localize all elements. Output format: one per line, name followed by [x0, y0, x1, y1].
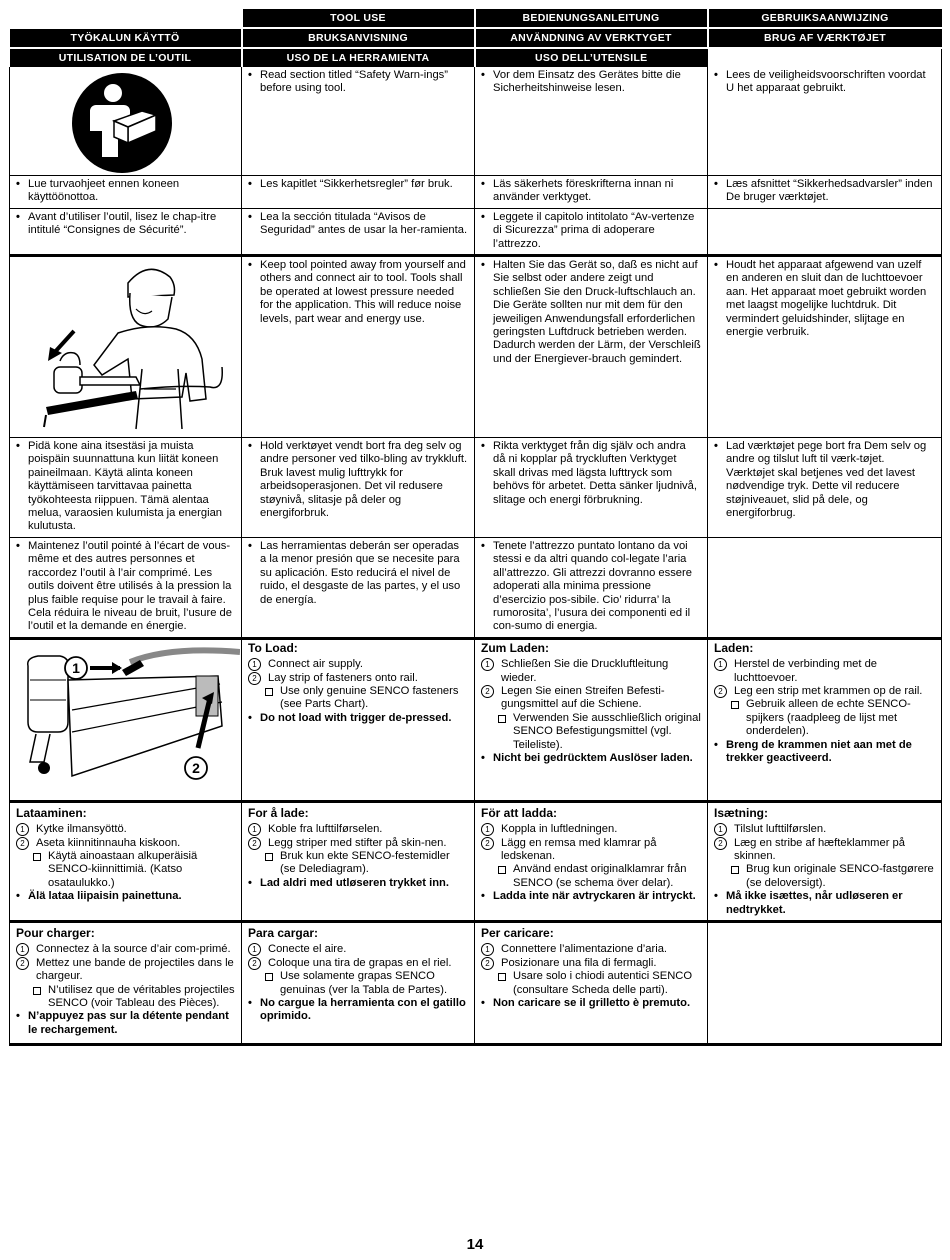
load-en-cell — [242, 638, 475, 801]
load-fr-step-2 — [16, 957, 235, 984]
loading-row-b — [10, 801, 942, 921]
header-row-3 — [10, 48, 942, 67]
load-en-warning: • Do not load with trigger de-pressed. — [248, 712, 468, 725]
load-no-step-2 — [248, 837, 468, 850]
step-number-2: 2 — [481, 837, 494, 850]
step-number-1: 1 — [714, 823, 727, 836]
load-fi-warning: • Älä lataa liipaisin painettuna. — [16, 890, 235, 903]
step-number-1: 1 — [248, 658, 261, 671]
load-no-cell — [242, 801, 475, 921]
load-nl-title: Laden: — [714, 640, 754, 655]
safety-de-cell — [475, 67, 708, 176]
load-it-step-2-text: Posizionare una fila di fermagli. — [501, 956, 657, 969]
step-number-1: 1 — [16, 943, 29, 956]
load-en-step-2-text: Lay strip of fasteners onto rail. — [268, 671, 418, 684]
load-en-step-1 — [248, 658, 468, 671]
header-row-1 — [10, 9, 942, 28]
figure-label-2: 2 — [192, 759, 200, 776]
load-nl-warning: • Breng de krammen niet aan met de trekker geactiveerd. — [714, 739, 935, 766]
pointing-de: • Halten Sie das Gerät so, daß es nicht auf Sie selbst oder andere zeigt und schließen Sie den Druck-luftschlauch an. Die Geräte sollten nur mit dem für den jeweiligen Anwendungsfall erforderlichen geringsten Luftdruck betrieben werden. Dadurch werden der Lärm, der Verschleiß und der Energiever-brauch gemindert. — [481, 259, 701, 366]
safety-nl: • Lees de veiligheidsvoorschriften voordat U het apparaat gebruikt. — [714, 69, 935, 96]
load-it-step-2 — [481, 957, 701, 970]
load-es-step-1 — [248, 943, 468, 956]
safety-no-cell — [242, 176, 475, 209]
load-es-cell — [242, 921, 475, 1044]
load-da-step-1 — [714, 823, 935, 836]
pointing-fi: • Pidä kone aina itsestäsi ja muista poispäin suunnattuna kun liität koneen paineilmaan. Käytä alinta koneen käyttämiseen tarvittavaa painetta työkohteesta riippuen. Tämä alentaa melua, varaosien kulumista ja energian kulutusta. — [16, 440, 235, 534]
load-nl-step-1 — [714, 658, 935, 685]
load-es-sub: Use solamente grapas SENCO genuinas (ver la Tabla de Partes). — [248, 970, 468, 997]
pointing-row-a — [10, 256, 942, 438]
load-no-step-2-text: Legg striper med stifter på skin-nen. — [268, 836, 447, 849]
header-fr: UTILISATION DE L’OUTIL — [10, 48, 242, 67]
load-fr-title: Pour charger: — [16, 925, 95, 940]
header-en: TOOL USE — [242, 9, 475, 28]
load-de-sub: Verwenden Sie ausschließlich original SENCO Befestigungsmittel (vgl. Teileliste). — [481, 712, 701, 752]
load-it-title: Per caricare: — [481, 925, 554, 940]
loading-row-c — [10, 921, 942, 1044]
load-de-step-2-text: Legen Sie einen Streifen Befesti-gungsmittel auf die Schiene. — [501, 684, 665, 711]
load-fi-title: Lataaminen: — [16, 805, 87, 820]
load-fr-sub: N’utilisez que de véritables projectiles SENCO (voir Tableau des Pièces). — [16, 984, 235, 1011]
load-en-step-2 — [248, 672, 468, 685]
step-number-2: 2 — [248, 672, 261, 685]
load-da-cell — [708, 801, 942, 921]
load-it-sub: Usare solo i chiodi autentici SENCO (consultare Scheda delle parti). — [481, 970, 701, 997]
header-blank — [10, 9, 242, 28]
safety-no: • Les kapitlet “Sikkerhetsregler” før bruk. — [248, 178, 468, 191]
load-sv-warning: • Ladda inte när avtryckaren är intryckt. — [481, 890, 701, 903]
load-fr-step-2-text: Mettez une bande de projectiles dans le chargeur. — [36, 956, 234, 983]
load-no-title: For å lade: — [248, 805, 309, 820]
load-nl-sub: Gebruik alleen de echte SENCO-spijkers (raadpleeg de lijst met onderdelen). — [714, 698, 935, 738]
step-number-2: 2 — [481, 685, 494, 698]
load-no-step-1 — [248, 823, 468, 836]
step-number-1: 1 — [248, 943, 261, 956]
load-da-warning: • Må ikke isættes, når udløseren er nedtrykket. — [714, 890, 935, 917]
load-es-warning: • No cargue la herramienta con el gatillo oprimido. — [248, 997, 468, 1024]
loading-figure-cell — [10, 638, 242, 801]
header-row-2 — [10, 28, 942, 48]
load-en-sub: Use only genuine SENCO fasteners (see Parts Chart). — [248, 685, 468, 712]
safety-row-c — [10, 208, 942, 255]
safety-fr-cell — [10, 208, 242, 255]
step-number-1: 1 — [714, 658, 727, 671]
step-number-1: 1 — [248, 823, 261, 836]
safety-sv-cell — [475, 176, 708, 209]
load-fi-sub: Käytä ainoastaan alkuperäisiä SENCO-kiinnittimiä. (Katso osataulukko.) — [16, 850, 235, 890]
load-da-sub: Brug kun originale SENCO-fastgørere (se deloversigt). — [714, 863, 935, 890]
loading-row-a — [10, 638, 942, 801]
pointing-sv: • Rikta verktyget från dig själv och andra då ni kopplar på tryckluften Verktyget skall drivas med lägsta lufttryck som behövs för arbetet. Detta sänker ljudnivå, slitage och energi förbrukning. — [481, 440, 701, 507]
pointing-es: • Las herramientas deberán ser operadas a la menor presión que se necesite para su aplicación. Esto reducirá el nivel de ruido, el desgaste de las partes, y el uso de energía. — [248, 540, 468, 607]
load-nl-step-1-text: Herstel de verbinding met de luchttoevoer. — [734, 658, 878, 684]
step-number-2: 2 — [714, 685, 727, 698]
load-es-step-2 — [248, 957, 468, 970]
safety-row-a — [10, 67, 942, 176]
load-nl-step-2 — [714, 685, 935, 698]
header-fi: TYÖKALUN KÄYTTÖ — [10, 28, 242, 48]
step-number-1: 1 — [16, 823, 29, 836]
header-empty — [708, 48, 942, 67]
load-it-step-1-text: Connettere l’alimentazione d’aria. — [501, 943, 668, 956]
pointing-no: • Hold verktøyet vendt bort fra deg selv og andre personer ved tilko-bling av trykkluft. Bruk lavest mulig lufttrykk for arbeidsoperasjonen. Det vil redusere støynivå, slitasje på deler og energiforbruk. — [248, 440, 468, 520]
pointing-it: • Tenete l’attrezzo puntato lontano da voi stessi e da altri quando col-legate l’aria all’attrezzo. Gli attrezzi dovranno essere adoperati alla minima pressione d’esercizio pos-sibile. Cio’ ridurra’ la rumorosita’, l’usura dei componenti ed il con-sumo di energia. — [481, 540, 701, 634]
header-it: USO DELL’UTENSILE — [475, 48, 708, 67]
pointing-fr: • Maintenez l’outil pointé à l’écart de vous-même et des autres personnes et raccordez l’outil à l’air comprimé. Les outils doivent être utilisés à la pression la plus faible requise pour le travail à faire. Cela réduira le niveau de bruit, l’usure de l’outil et la demande en énergie. — [16, 540, 235, 634]
pointing-sv-cell — [475, 438, 708, 538]
load-empty-cell — [708, 921, 942, 1044]
pointing-fr-cell — [10, 537, 242, 638]
load-da-step-2 — [714, 837, 935, 864]
load-no-sub: Bruk kun ekte SENCO-festemidler (se Delediagram). — [248, 850, 468, 877]
loading-illustration — [10, 640, 240, 800]
load-de-step-2 — [481, 685, 701, 712]
step-number-1: 1 — [481, 943, 494, 956]
load-it-warning: • Non caricare se il grilletto è premuto. — [481, 997, 701, 1010]
step-number-2: 2 — [714, 837, 727, 850]
read-manual-icon — [10, 71, 240, 175]
load-fr-warning: • N’appuyez pas sur la détente pendant le rechargement. — [16, 1010, 235, 1037]
header-no: BRUKSANVISNING — [242, 28, 475, 48]
pointing-es-cell — [242, 537, 475, 638]
load-sv-sub: Använd endast originalklamrar från SENCO (se schema över delar). — [481, 863, 701, 890]
pointing-empty-cell — [708, 537, 942, 638]
load-da-step-2-text: Læg en stribe af hæfteklammer på skinnen. — [734, 836, 906, 862]
load-no-warning: • Lad aldri med utløseren trykket inn. — [248, 877, 468, 890]
step-number-2: 2 — [248, 957, 261, 970]
pointing-da-cell — [708, 438, 942, 538]
load-sv-cell — [475, 801, 708, 921]
load-de-cell — [475, 638, 708, 801]
load-it-cell — [475, 921, 708, 1044]
pointing-row-b — [10, 438, 942, 538]
safety-nl-cell — [708, 67, 942, 176]
load-es-title: Para cargar: — [248, 925, 319, 940]
safety-sv: • Läs säkerhets föreskrifterna innan ni använder verktyget. — [481, 178, 701, 205]
step-number-2: 2 — [481, 957, 494, 970]
pointing-nl-cell — [708, 256, 942, 438]
operator-cell — [10, 256, 242, 438]
read-manual-cell — [10, 67, 242, 176]
load-da-step-1-text: Tilslut lufttilførslen. — [734, 823, 827, 836]
pointing-en-cell — [242, 256, 475, 438]
load-de-title: Zum Laden: — [481, 640, 549, 655]
pointing-de-cell — [475, 256, 708, 438]
header-nl: GEBRUIKSAANWIJZING — [708, 9, 942, 28]
safety-en-cell — [242, 67, 475, 176]
pointing-it-cell — [475, 537, 708, 638]
step-number-2: 2 — [16, 957, 29, 970]
load-fi-step-2-text: Aseta kiinnitinnauha kiskoon. — [36, 836, 181, 849]
step-number-1: 1 — [481, 823, 494, 836]
safety-it-cell — [475, 208, 708, 255]
load-es-step-1-text: Conecte el aire. — [268, 943, 347, 956]
load-sv-step-1-text: Koppla in luftledningen. — [501, 823, 618, 836]
load-no-step-1-text: Koble fra lufttilførselen. — [268, 823, 383, 836]
safety-en: • Read section titled “Safety Warn-ings” before using tool. — [248, 69, 468, 96]
load-de-step-1-text: Schließen Sie die Druckluftleitung wieder. — [501, 658, 669, 684]
load-en-title: To Load: — [248, 640, 298, 655]
load-fi-step-1 — [16, 823, 235, 836]
safety-fr: • Avant d’utiliser l’outil, lisez le chap-itre intitulé “Consignes de Sécurité”. — [16, 211, 235, 238]
load-de-step-1 — [481, 658, 701, 685]
header-es: USO DE LA HERRAMIENTA — [242, 48, 475, 67]
step-number-2: 2 — [248, 837, 261, 850]
pointing-row-c — [10, 537, 942, 638]
step-number-2: 2 — [16, 837, 29, 850]
load-sv-title: För att ladda: — [481, 805, 558, 820]
load-sv-step-2-text: Lägg en remsa med klamrar på ledskenan. — [501, 836, 657, 862]
header-da: BRUG AF VÆRKTØJET — [708, 28, 942, 48]
safety-de: • Vor dem Einsatz des Gerätes bitte die Sicherheitshinweise lesen. — [481, 69, 701, 96]
load-de-warning: • Nicht bei gedrücktem Auslöser laden. — [481, 752, 701, 765]
load-nl-step-2-text: Leg een strip met krammen op de rail. — [734, 684, 923, 697]
pointing-no-cell — [242, 438, 475, 538]
safety-es: • Lea la sección titulada “Avisos de Seguridad” antes de usar la her-ramienta. — [248, 211, 468, 238]
safety-da-cell — [708, 176, 942, 209]
pointing-nl: • Houdt het apparaat afgewend van uzelf en anderen en sluit dan de luchttoevoer aan. Het apparaat moet gebruikt worden met laagst mogelijke luchtdruk. Dit vermindert geluidshinder, slijtage en energie verbruik. — [714, 259, 935, 339]
step-number-1: 1 — [481, 658, 494, 671]
load-fr-step-1 — [16, 943, 235, 956]
safety-fi: • Lue turvaohjeet ennen koneen käyttöönottoa. — [16, 178, 235, 205]
pointing-fi-cell — [10, 438, 242, 538]
pointing-en: • Keep tool pointed away from yourself and others and connect air to tool. Tools shall be operated at lowest pressure needed for the application. This will reduce noise levels, part wear and energy use. — [248, 259, 468, 326]
load-fi-step-2 — [16, 837, 235, 850]
load-da-title: Isætning: — [714, 805, 768, 820]
load-nl-cell — [708, 638, 942, 801]
load-en-step-1-text: Connect air supply. — [268, 658, 363, 671]
load-sv-step-2 — [481, 837, 701, 864]
pointing-da: • Lad værktøjet pege bort fra Dem selv og andre og tilslut luft til værk-tøjet. Værktøjet skal betjenes ved det lavest nødvendige tryk. Dette vil reducere støjniveauet, slid på dele, og energiforbrug. — [714, 440, 935, 520]
safety-da: • Læs afsnittet “Sikkerhedsadvarsler” inden De bruger værktøjet. — [714, 178, 935, 205]
figure-label-1: 1 — [72, 659, 80, 676]
load-sv-step-1 — [481, 823, 701, 836]
safety-es-cell — [242, 208, 475, 255]
load-fi-step-1-text: Kytke ilmansyöttö. — [36, 823, 127, 836]
manual-page — [9, 9, 941, 1046]
load-fi-cell — [10, 801, 242, 921]
safety-it: • Leggete il capitolo intitolato “Av-vertenze di Sicurezza” prima di adoperare l’attrezzo. — [481, 211, 701, 251]
load-fr-step-1-text: Connectez à la source d’air com-primé. — [36, 943, 231, 956]
page-number: 14 — [466, 1236, 484, 1253]
load-fr-cell — [10, 921, 242, 1044]
operator-illustration — [10, 257, 240, 437]
safety-row-b — [10, 176, 942, 209]
safety-empty-cell — [708, 208, 942, 255]
load-it-step-1 — [481, 943, 701, 956]
header-de: BEDIENUNGSANLEITUNG — [475, 9, 708, 28]
tool-use-table — [9, 9, 942, 1046]
header-sv: ANVÄNDNING AV VERKTYGET — [475, 28, 708, 48]
load-es-step-2-text: Coloque una tira de grapas en el riel. — [268, 956, 452, 969]
safety-fi-cell — [10, 176, 242, 209]
